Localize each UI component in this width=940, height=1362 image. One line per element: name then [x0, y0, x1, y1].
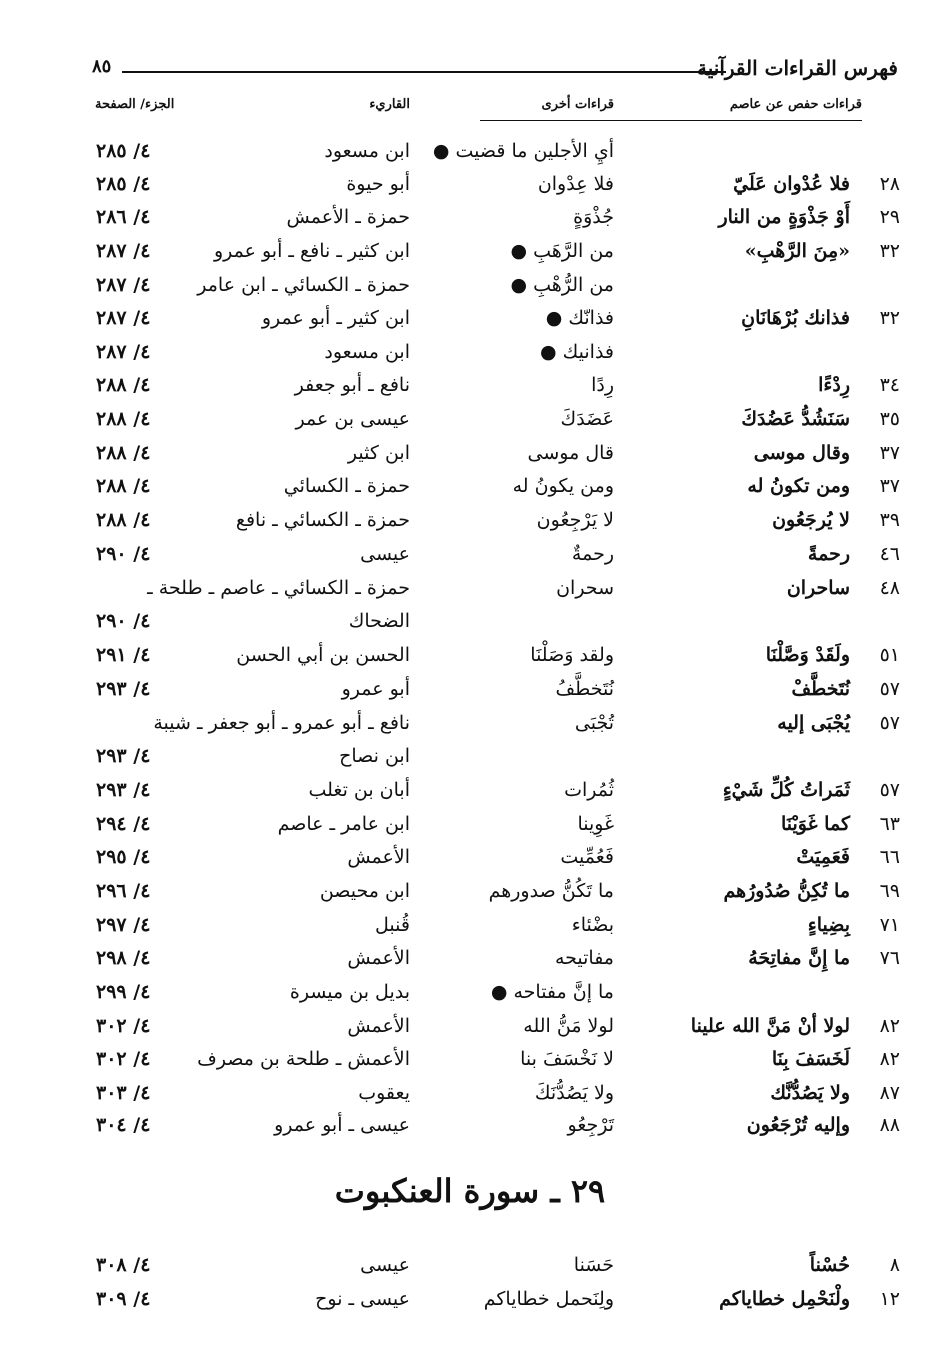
other-reading: ولقد وَصَلْنَا [530, 644, 614, 666]
hafs-reading: لولا أنْ مَنَّ الله علينا [690, 1015, 850, 1037]
other-reading: مفاتيحه [554, 947, 614, 969]
table-row [0, 943, 940, 975]
reader-name: الأعمش [347, 1015, 410, 1037]
reader-name: عيسى ـ أبو عمرو [274, 1114, 410, 1136]
volume-page-ref: ٤/ ٢٩١ [96, 644, 151, 666]
other-reading: غَوِينا [577, 813, 614, 835]
hafs-reading: وإليه تُرْجَعُون [746, 1114, 850, 1136]
column-header-rule [480, 120, 862, 121]
reader-name: أبو عمرو [341, 678, 410, 700]
volume-page-ref: ٤/ ٢٩٦ [96, 880, 151, 902]
column-header-hafs: قراءات حفص عن عاصم [729, 97, 862, 112]
volume-page-ref: ٤/ ٢٨٧ [96, 274, 151, 296]
other-reading: حَسَنا [573, 1254, 614, 1276]
other-reading: ● أيِ الأجلين ما قضيت [432, 140, 614, 162]
table-row [0, 842, 940, 874]
volume-page-ref: ٤/ ٢٩٨ [96, 947, 151, 969]
verse-number: ٧١ [879, 914, 900, 936]
verse-number: ٥٧ [879, 712, 900, 734]
table-row [0, 505, 940, 537]
column-header-volume-page: الجزء/ الصفحة [95, 97, 175, 112]
verse-number: ٣٥ [879, 408, 900, 430]
other-reading: فَعُمِّيت [560, 846, 614, 868]
volume-page-ref: ٤/ ٢٩٠ [96, 610, 151, 632]
other-reading: ● فذانّك [545, 307, 614, 329]
hafs-reading: فذانك بُرْهَانَانِ [741, 307, 850, 329]
other-reading: ● من الرُّهْبِ [510, 274, 614, 296]
table-row [0, 270, 940, 302]
reader-name: أبان بن تغلب [308, 779, 410, 801]
hafs-reading: فلا عُدْوان عَلَيّ [733, 173, 850, 195]
other-reading: ● فذانيك [540, 341, 614, 363]
volume-page-ref: ٤/ ٢٨٧ [96, 240, 151, 262]
verse-number: ٤٨ [879, 577, 900, 599]
other-reading: لولا مَنُّ الله [523, 1015, 614, 1037]
hafs-reading: ومن تكونُ له [747, 475, 850, 497]
page-number: ٨٥ [92, 56, 112, 77]
verse-number: ٥٧ [879, 678, 900, 700]
verse-number: ٣٤ [879, 374, 900, 396]
other-reading: تُجْبَى [574, 712, 614, 734]
reader-name: حمزة ـ الكسائي [283, 475, 410, 497]
table-row [0, 438, 940, 470]
reader-name: ابن محيصن [319, 880, 410, 902]
other-reading: قال موسى [527, 442, 614, 464]
hafs-reading: ما تُكِنُّ صُدُورُهم [723, 880, 850, 902]
verse-number: ٨٧ [879, 1082, 900, 1104]
other-reading: فلا عِدْوان [537, 173, 614, 195]
reader-name: الأعمش ـ طلحة بن مصرف [197, 1048, 410, 1070]
hafs-reading: ما إِنَّ مفاتِحَهُ [748, 947, 850, 969]
verse-number: ٣٢ [879, 240, 900, 262]
verse-number: ٣٧ [879, 442, 900, 464]
other-reading: ولا يَصُدُّنَكَ [534, 1082, 614, 1104]
column-header-reader: القاريء [369, 97, 410, 112]
volume-page-ref: ٤/ ٢٨٨ [96, 509, 151, 531]
reader-name: يعقوب [358, 1082, 410, 1104]
hafs-reading: ساحران [786, 577, 850, 599]
reader-name: الضحاك [348, 610, 410, 632]
verse-number: ١٢ [879, 1288, 900, 1310]
running-title: فهرس القراءات القرآنية [697, 56, 898, 80]
reader-name: الحسن بن أبي الحسن [236, 644, 410, 666]
sura-heading: ٢٩ ـ سورة العنكبوت [334, 1172, 606, 1210]
reader-name: ابن كثير [347, 442, 410, 464]
table-row [0, 1011, 940, 1043]
hafs-reading: رِدْءًا [818, 374, 850, 396]
other-reading: ما تَكُنُّ صدورهم [488, 880, 614, 902]
table-row [0, 708, 940, 740]
other-reading: ● ما إنَّ مفتاحه [490, 981, 614, 1003]
reader-name: حمزة ـ الكسائي ـ عاصم ـ طلحة ـ [147, 577, 410, 599]
reader-name: نافع ـ أبو جعفر [294, 374, 410, 396]
reader-name: حمزة ـ الأعمش [286, 206, 410, 228]
verse-number: ٣٢ [879, 307, 900, 329]
table-row [0, 337, 940, 369]
hafs-reading: ولْنَحْمِل خطاياكم [719, 1288, 850, 1310]
volume-page-ref: ٤/ ٢٩٣ [96, 779, 151, 801]
hafs-reading: كما غَوَيْنَا [781, 813, 850, 835]
table-row [0, 1078, 940, 1110]
volume-page-ref: ٤/ ٣٠٢ [96, 1048, 151, 1070]
volume-page-ref: ٤/ ٢٩٣ [96, 678, 151, 700]
table-row [0, 910, 940, 942]
header-rule [122, 71, 726, 73]
volume-page-ref: ٤/ ٢٨٦ [96, 206, 151, 228]
other-reading: لا يَرْجِعُون [536, 509, 614, 531]
verse-number: ٧٦ [879, 947, 900, 969]
volume-page-ref: ٤/ ٢٨٧ [96, 307, 151, 329]
other-reading: ولِنَحمل خطاياكم [483, 1288, 614, 1310]
other-reading: رحمةٌ [571, 543, 614, 565]
other-reading: تَرْجِعُو [567, 1114, 614, 1136]
hafs-reading: فَعَمِيَتْ [796, 846, 850, 868]
reader-name: ابن مسعود [324, 140, 410, 162]
verse-number: ٢٩ [879, 206, 900, 228]
hafs-reading: بِضِياءٍ [807, 914, 850, 936]
other-reading: نُتَخطَّفُ [555, 678, 614, 700]
hafs-reading: ولا يَصُدُّنَّك [770, 1082, 850, 1104]
table-row [0, 236, 940, 268]
verse-number: ٦٣ [879, 813, 900, 835]
volume-page-ref: ٤/ ٢٨٨ [96, 374, 151, 396]
verse-number: ٣٧ [879, 475, 900, 497]
table-row [0, 674, 940, 706]
table-row [0, 136, 940, 168]
verse-number: ٦٩ [879, 880, 900, 902]
reader-name: نافع ـ أبو عمرو ـ أبو جعفر ـ شيبة [153, 712, 410, 734]
table-row [0, 471, 940, 503]
hafs-reading: سَنَشُدُّ عَضُدَكَ [741, 408, 850, 430]
verse-number: ٢٨ [879, 173, 900, 195]
table-row [0, 1250, 940, 1282]
reader-name: عيسى بن عمر [295, 408, 410, 430]
verse-number: ٥١ [879, 644, 900, 666]
hafs-reading: أَوْ جَذْوَةٍ من النار [718, 206, 850, 228]
reader-name: ابن نصاح [339, 745, 410, 767]
hafs-reading: لَخَسَفَ بِنَا [771, 1048, 850, 1070]
other-reading: عَضَدَكَ [560, 408, 614, 430]
volume-page-ref: ٤/ ٢٩٤ [96, 813, 151, 835]
table-row [0, 169, 940, 201]
volume-page-ref: ٤/ ٢٨٨ [96, 475, 151, 497]
reader-name: ابن عامر ـ عاصم [277, 813, 410, 835]
table-row [0, 977, 940, 1009]
volume-page-ref: ٤/ ٣٠٣ [96, 1082, 151, 1104]
reader-name: بديل بن ميسرة [289, 981, 410, 1003]
hafs-reading: رحمةً [807, 543, 850, 565]
hafs-reading: وقال موسى [753, 442, 850, 464]
reader-name: ابن كثير ـ نافع ـ أبو عمرو [213, 240, 410, 262]
table-row [0, 1284, 940, 1316]
volume-page-ref: ٤/ ٢٩٩ [96, 981, 151, 1003]
verse-number: ٣٩ [879, 509, 900, 531]
verse-number: ٨ [889, 1254, 900, 1276]
table-row [0, 539, 940, 571]
other-reading: لا نَخْسَفَ بنا [520, 1048, 614, 1070]
table-row [0, 775, 940, 807]
hafs-reading: ولَقَدْ وَصَّلْنَا [765, 644, 850, 666]
table-row [0, 370, 940, 402]
verse-number: ٤٦ [879, 543, 900, 565]
volume-page-ref: ٤/ ٣٠٢ [96, 1015, 151, 1037]
other-reading: ● من الرَّهَبِ [510, 240, 614, 262]
verse-number: ٨٢ [879, 1015, 900, 1037]
table-row [0, 876, 940, 908]
table-row [0, 809, 940, 841]
other-reading: جُذْوَةٍ [573, 206, 614, 228]
table-row [0, 202, 940, 234]
other-reading: ومن يكونُ له [512, 475, 614, 497]
table-row [0, 1110, 940, 1142]
reader-name: قُنبل [375, 914, 410, 936]
volume-page-ref: ٤/ ٣٠٩ [96, 1288, 151, 1310]
other-reading: بضْئاء [571, 914, 614, 936]
volume-page-ref: ٤/ ٢٨٥ [96, 140, 151, 162]
other-reading: سحران [556, 577, 614, 599]
volume-page-ref: ٤/ ٢٩٣ [96, 745, 151, 767]
hafs-reading: لا يُرجَعُون [772, 509, 850, 531]
table-row [0, 1044, 940, 1076]
reader-name: الأعمش [347, 846, 410, 868]
verse-number: ٦٦ [879, 846, 900, 868]
table-row [0, 404, 940, 436]
verse-number: ٨٢ [879, 1048, 900, 1070]
volume-page-ref: ٤/ ٢٨٨ [96, 408, 151, 430]
volume-page-ref: ٤/ ٢٩٥ [96, 846, 151, 868]
reader-name: عيسى ـ نوح [315, 1288, 410, 1310]
table-row [0, 606, 940, 638]
hafs-reading: «مِنَ الرَّهْبِ» [744, 240, 850, 262]
other-reading: ثُمُرات [564, 779, 614, 801]
hafs-reading: ثَمَراتُ كُلِّ شَيْءٍ [722, 779, 850, 801]
volume-page-ref: ٤/ ٢٨٨ [96, 442, 151, 464]
other-reading: رِدًا [591, 374, 614, 396]
volume-page-ref: ٤/ ٢٩٧ [96, 914, 151, 936]
table-row [0, 640, 940, 672]
hafs-reading: حُسْناً [809, 1254, 850, 1276]
verse-number: ٥٧ [879, 779, 900, 801]
volume-page-ref: ٤/ ٢٨٥ [96, 173, 151, 195]
table-row [0, 573, 940, 605]
reader-name: حمزة ـ الكسائي ـ ابن عامر [197, 274, 410, 296]
reader-name: ابن كثير ـ أبو عمرو [261, 307, 410, 329]
table-row [0, 741, 940, 773]
reader-name: عيسى [360, 543, 410, 565]
volume-page-ref: ٤/ ٢٩٠ [96, 543, 151, 565]
reader-name: أبو حيوة [346, 173, 410, 195]
reader-name: حمزة ـ الكسائي ـ نافع [235, 509, 410, 531]
volume-page-ref: ٤/ ٢٨٧ [96, 341, 151, 363]
reader-name: ابن مسعود [324, 341, 410, 363]
hafs-reading: يُجْبَى إليه [777, 712, 850, 734]
volume-page-ref: ٤/ ٣٠٤ [96, 1114, 151, 1136]
volume-page-ref: ٤/ ٣٠٨ [96, 1254, 151, 1276]
table-row [0, 303, 940, 335]
hafs-reading: نُتَخطَّفْ [791, 678, 850, 700]
verse-number: ٨٨ [879, 1114, 900, 1136]
reader-name: الأعمش [347, 947, 410, 969]
column-header-other-readings: قراءات أخرى [541, 97, 614, 112]
reader-name: عيسى [360, 1254, 410, 1276]
